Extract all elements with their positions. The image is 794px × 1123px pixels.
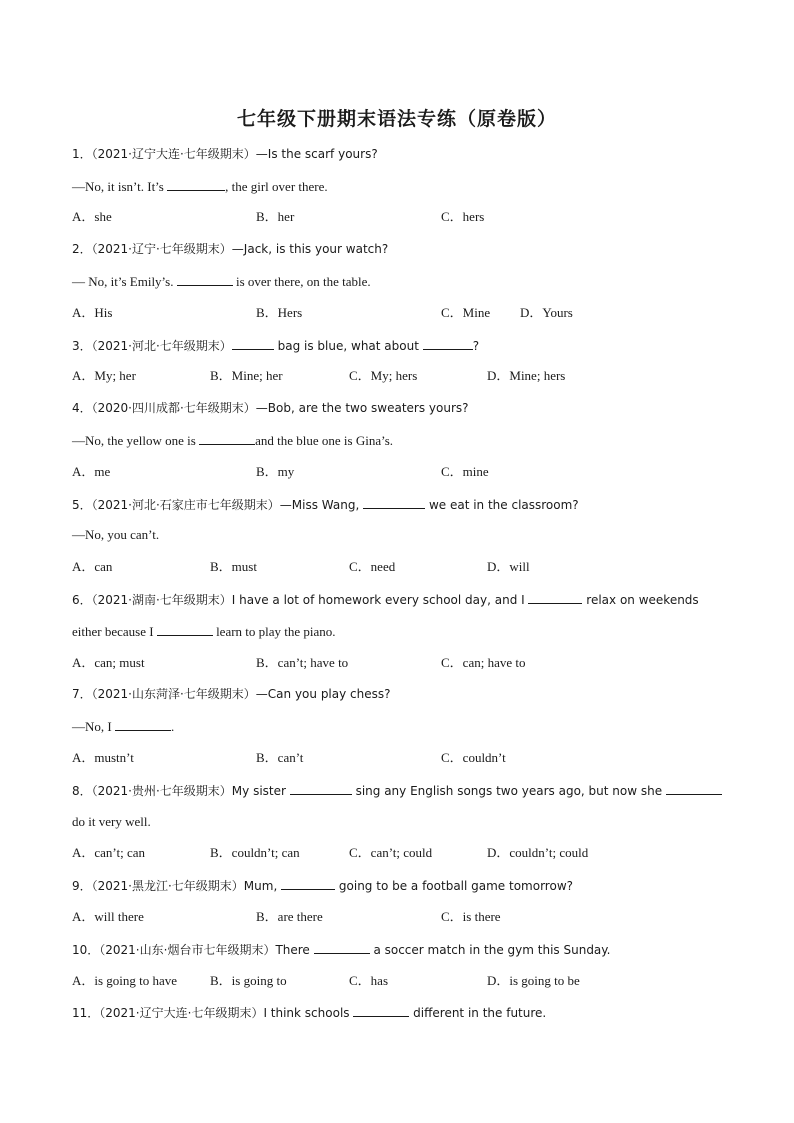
question-4-option-c[interactable]: C．mine: [441, 464, 489, 479]
answer-blank: [290, 782, 352, 795]
answer-blank: [199, 432, 255, 445]
question-5-option-b[interactable]: B．must: [210, 559, 257, 574]
question-11-stem: 11．（2021·辽宁大连·七年级期末）I think schools different in the future.: [72, 1006, 547, 1020]
question-7-option-c[interactable]: C．couldn’t: [441, 750, 506, 765]
question-2-line2: — No, it’s Emily’s. is over there, on the table.: [72, 274, 371, 289]
question-7-option-b[interactable]: B．can’t: [256, 750, 304, 765]
answer-blank: [666, 782, 722, 795]
page-title: 七年级下册期末语法专练（原卷版）: [236, 108, 557, 130]
question-10-option-a[interactable]: A．is going to have: [72, 973, 178, 988]
answer-blank: [177, 273, 233, 286]
question-1-option-c[interactable]: C．hers: [441, 209, 485, 224]
question-3-option-c[interactable]: C．My; hers: [349, 368, 418, 383]
answer-blank: [363, 496, 425, 509]
answer-blank: [314, 941, 370, 954]
question-6-option-b[interactable]: B．can’t; have to: [256, 655, 349, 670]
question-6-line2: either because I learn to play the piano.: [72, 624, 336, 639]
question-8-option-d[interactable]: D．couldn’t; could: [487, 845, 589, 860]
question-10-option-c[interactable]: C．has: [349, 973, 389, 988]
question-9-stem: 9．（2021·黑龙江·七年级期末）Mum, going to be a football game tomorrow?: [72, 879, 574, 893]
question-3-option-d[interactable]: D．Mine; hers: [487, 368, 566, 383]
question-8-stem: 8．（2021·贵州·七年级期末）My sister sing any English songs two years ago, but now she: [72, 782, 722, 798]
question-5-line2: —No, you can’t.: [72, 527, 160, 542]
question-4-line2: —No, the yellow one is and the blue one is Gina’s.: [72, 433, 394, 448]
question-9-option-a[interactable]: A．will there: [72, 909, 144, 924]
question-2-option-a[interactable]: A．His: [72, 305, 113, 320]
answer-blank: [115, 718, 171, 731]
question-10-option-b[interactable]: B．is going to: [210, 973, 287, 988]
question-1-line2: —No, it isn’t. It’s , the girl over there.: [72, 179, 328, 194]
question-2-option-d[interactable]: D．Yours: [520, 305, 573, 320]
question-10-stem: 10．（2021·山东·烟台市七年级期末）There a soccer match in the gym this Sunday.: [72, 943, 611, 957]
question-3-option-b[interactable]: B．Mine; her: [210, 368, 283, 383]
question-5-option-d[interactable]: D．will: [487, 559, 530, 574]
question-6-stem: 6．（2021·湖南·七年级期末）I have a lot of homework every school day, and I relax on weekends: [72, 593, 699, 607]
question-5-option-c[interactable]: C．need: [349, 559, 396, 574]
question-8-option-b[interactable]: B．couldn’t; can: [210, 845, 300, 860]
question-1-option-b[interactable]: B．her: [256, 209, 295, 224]
question-2-stem: 2．（2021·辽宁·七年级期末）—Jack, is this your watch?: [72, 242, 389, 256]
question-3-option-a[interactable]: A．My; her: [72, 368, 136, 383]
question-10-option-d[interactable]: D．is going to be: [487, 973, 580, 988]
answer-blank: [281, 877, 335, 890]
answer-blank: [528, 591, 582, 604]
question-8-option-a[interactable]: A．can’t; can: [72, 845, 146, 860]
answer-blank: [167, 178, 225, 191]
answer-blank: [232, 337, 274, 350]
question-7-stem: 7．（2021·山东菏泽·七年级期末）—Can you play chess?: [72, 687, 391, 701]
question-8-option-c[interactable]: C．can’t; could: [349, 845, 433, 860]
question-8-line2: do it very well.: [72, 814, 151, 829]
question-9-option-b[interactable]: B．are there: [256, 909, 323, 924]
question-5-stem: 5．（2021·河北·石家庄市七年级期末）—Miss Wang, we eat in the classroom?: [72, 498, 579, 512]
question-1-stem: 1．（2021·辽宁大连·七年级期末）—Is the scarf yours?: [72, 147, 378, 161]
question-7-option-a[interactable]: A．mustn’t: [72, 750, 134, 765]
question-4-option-b[interactable]: B．my: [256, 464, 295, 479]
question-9-option-c[interactable]: C．is there: [441, 909, 501, 924]
question-6-option-c[interactable]: C．can; have to: [441, 655, 526, 670]
answer-blank: [353, 1004, 409, 1017]
question-5-option-a[interactable]: A．can: [72, 559, 113, 574]
question-2-option-b[interactable]: B．Hers: [256, 305, 303, 320]
answer-blank: [423, 337, 473, 350]
question-3-stem: 3．（2021·河北·七年级期末） bag is blue, what about ?: [72, 339, 480, 353]
question-2-option-c[interactable]: C．Mine: [441, 305, 491, 320]
question-6-option-a[interactable]: A．can; must: [72, 655, 145, 670]
question-4-stem: 4．（2020·四川成都·七年级期末）—Bob, are the two sweaters yours?: [72, 401, 469, 415]
question-1-option-a[interactable]: A．she: [72, 209, 112, 224]
question-4-option-a[interactable]: A．me: [72, 464, 111, 479]
question-7-line2: —No, I .: [72, 719, 175, 734]
answer-blank: [157, 623, 213, 636]
